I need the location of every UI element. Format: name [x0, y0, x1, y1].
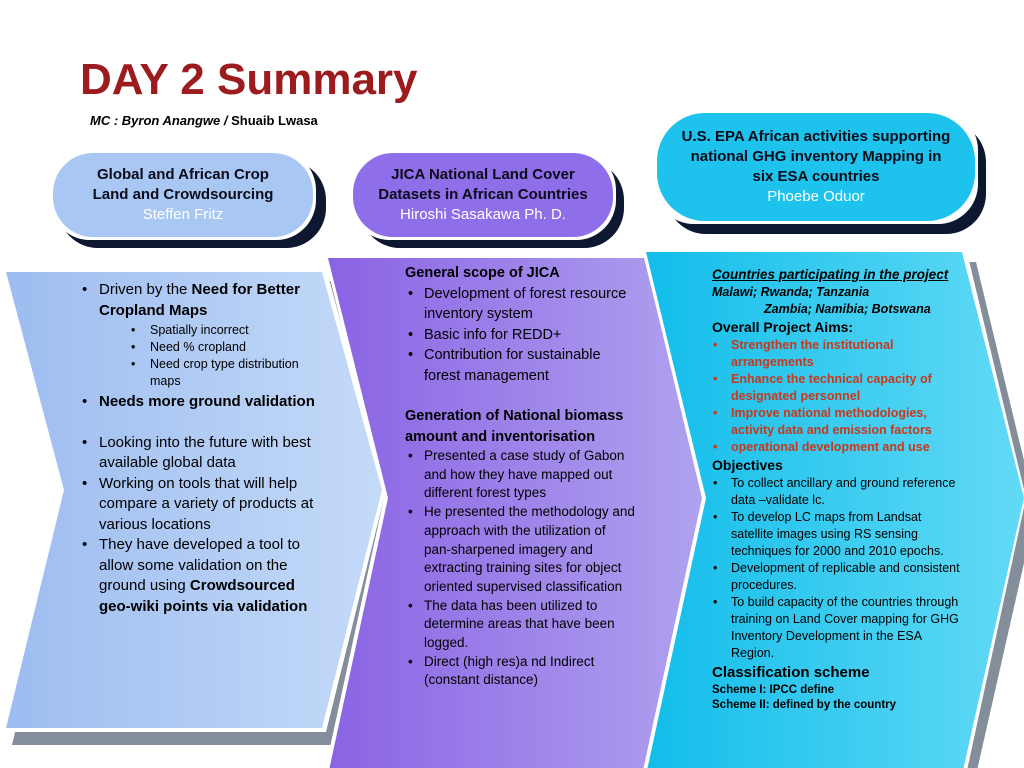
list-item: • Basic info for REDD+: [405, 325, 635, 346]
bullet-text: They have developed a tool to allow some validation on the ground using: [99, 536, 300, 594]
list-item: • Strengthen the institutional arrangements: [712, 337, 962, 371]
list-item: • Working on tools that will help compare a variety of products at various locations: [80, 474, 315, 536]
aims-heading: Overall Project Aims:: [712, 319, 854, 335]
sub-list-item: • Spatially incorrect: [131, 322, 315, 339]
objectives-heading: Objectives: [712, 457, 783, 473]
column-epa: [712, 266, 962, 713]
column-jica: [405, 263, 635, 690]
scheme-1: Scheme I: IPCC define: [712, 684, 835, 696]
list-item: [80, 392, 315, 413]
mc-name2: Shuaib Lwasa: [231, 113, 318, 128]
list-item: • Improve national methodologies, activity data and emission factors: [712, 405, 962, 439]
session-1-title-line2: Land and Crowdsourcing: [92, 186, 274, 203]
list-item: • He presented the methodology and approach with the utilization of pan-sharpened imagery and extracting training sites for object oriented supervised classification: [405, 503, 635, 597]
countries-label: Countries participating in the project: [712, 267, 949, 282]
jica-heading-2: Generation of National biomass amount and inventorisation: [405, 408, 624, 445]
sub-list-item: • Need crop type distribution maps: [131, 356, 315, 390]
session-3-title-line2: national GHG inventory Mapping in: [690, 148, 942, 165]
session-1-presenter: Steffen Fritz: [142, 206, 224, 223]
session-1-title-line1: Global and African Crop: [97, 166, 269, 183]
list-item: • The data has been utilized to determine areas that have been logged.: [405, 597, 635, 653]
scheme-2: Scheme II: defined by the country: [712, 699, 897, 711]
list-item: • To develop LC maps from Landsat satellite images using RS sensing techniques for 2000 and 2010 epochs.: [712, 509, 962, 560]
classification-heading: Classification scheme: [712, 664, 870, 681]
bullet-text: Driven by the: [99, 281, 192, 298]
list-item: • Development of replicable and consistent procedures.: [712, 560, 962, 594]
list-item: • To build capacity of the countries through training on Land Cover mapping for GHG Inventory Development in the ESA Region.: [712, 594, 962, 662]
countries-line2: Zambia; Namibia; Botswana: [764, 302, 931, 316]
bullet-bold: Needs more ground validation: [99, 393, 315, 410]
sub-list-item: • Need % cropland: [131, 339, 315, 356]
page-title: DAY 2 Summary: [80, 55, 418, 104]
bullet-bold: Need for Better Cropland Maps: [99, 281, 300, 319]
session-2-presenter: Hiroshi Sasakawa Ph. D.: [400, 206, 566, 223]
session-2-title-line1: JICA National Land Cover: [391, 166, 575, 183]
list-item: • Presented a case study of Gabon and how they have mapped out different forest types: [405, 447, 635, 503]
list-item: [80, 535, 315, 617]
jica-heading-1: General scope of JICA: [405, 265, 560, 281]
bullet-bold: Crowdsourced geo-wiki points via validation: [99, 577, 308, 615]
session-3-presenter: Phoebe Oduor: [767, 188, 865, 205]
countries-line1: Malawi; Rwanda; Tanzania: [712, 285, 870, 299]
list-item: [80, 280, 315, 390]
mc-label: MC : Byron Anangwe /: [90, 113, 228, 128]
list-item: • Contribution for sustainable forest management: [405, 345, 635, 386]
column-crop-land: [80, 280, 315, 617]
session-2-title-line2: Datasets in African Countries: [378, 186, 588, 203]
list-item: • Looking into the future with best available global data: [80, 433, 315, 474]
list-item: • operational development and use: [712, 439, 962, 456]
list-item: • Development of forest resource inventory system: [405, 284, 635, 325]
session-3-title-line1: U.S. EPA African activities supporting: [681, 128, 951, 145]
list-item: • Direct (high res)a nd Indirect (constant distance): [405, 653, 635, 690]
list-item: • To collect ancillary and ground reference data –validate lc.: [712, 475, 962, 509]
list-item: • Enhance the technical capacity of designated personnel: [712, 371, 962, 405]
session-3-title-line3: six ESA countries: [752, 168, 880, 185]
